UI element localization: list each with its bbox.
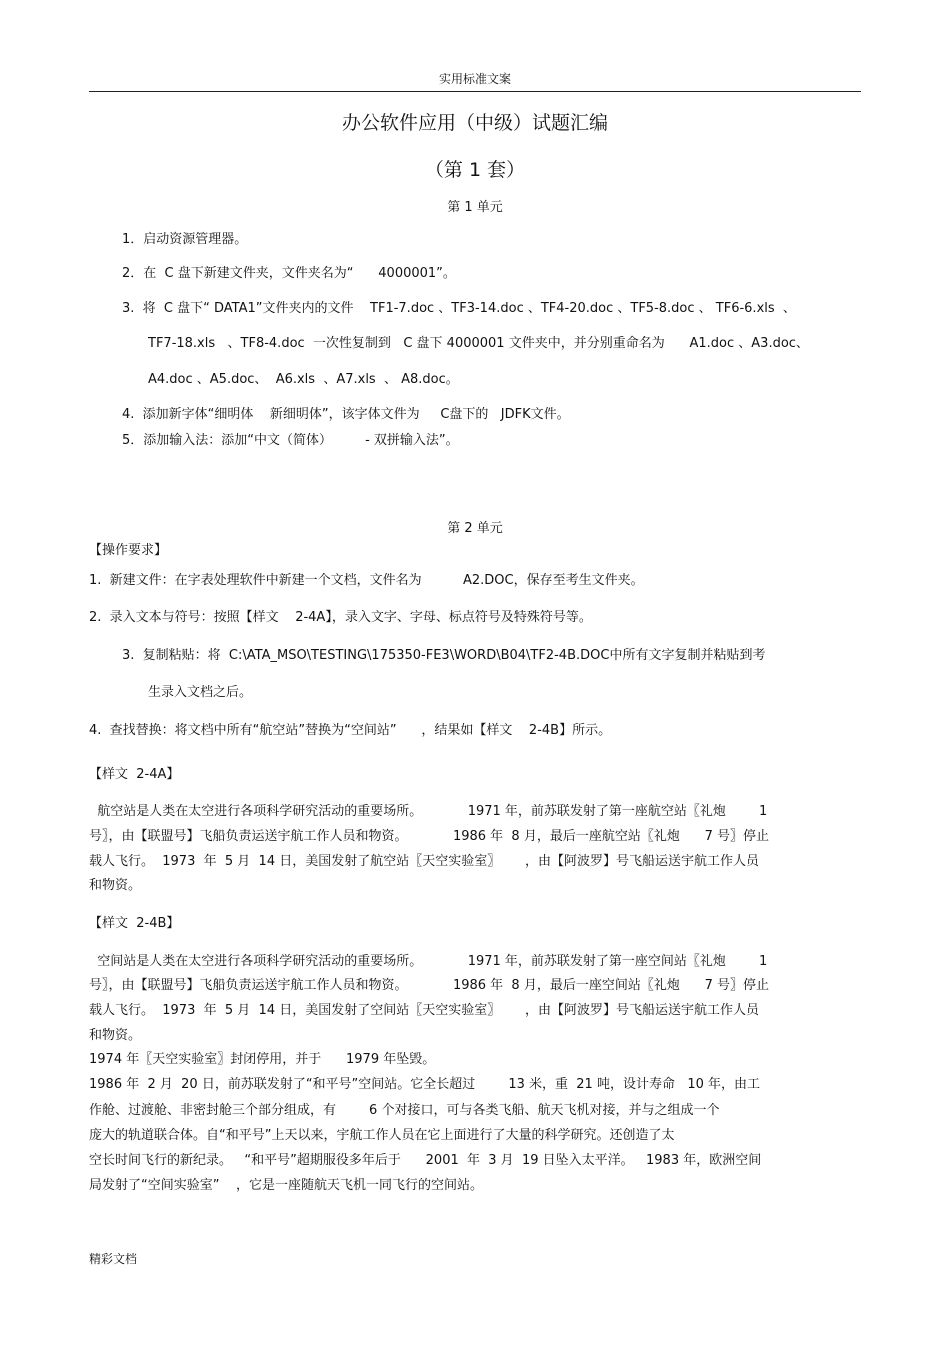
unit-1-item: TF7-18.xls 、TF8-4.doc 一次性复制到 C 盘下 4000001 文件夹中，并分别重命名为 A1.doc 、A3.doc、 (148, 336, 809, 351)
sample-b-line: 空长时间飞行的新纪录。 “和平号”超期服役多年后于 2001 年 3 月 19 日坠入太平洋。 1983 年，欧洲空间 (89, 1153, 762, 1168)
sample-b-line: 1974 年〖天空实验室〗封闭停用，并于 1979 年坠毁。 (89, 1052, 436, 1067)
unit-1-heading: 第 1 单元 (447, 200, 503, 215)
unit-1-item: 5．添加输入法：添加“中文（简体） - 双拼输入法”。 (122, 433, 459, 448)
document-subtitle: （第 1 套） (424, 159, 526, 181)
sample-b-label: 【样文 2-4B】 (89, 916, 180, 931)
page-footer: 精彩文档 (89, 1252, 138, 1266)
sample-a-line: 载人飞行。 1973 年 5 月 14 日，美国发射了航空站〖天空实验室〗 ，由【阿波罗】号飞船运送宇航工作人员 (89, 854, 760, 869)
sample-b-line: 1986 年 2 月 20 日，前苏联发射了“和平号”空间站。它全长超过 13 米，重 21 吨，设计寿命 10 年，由工 (89, 1077, 761, 1092)
sample-b-line: 作舱、过渡舱、非密封舱三个部分组成，有 6 个对接口，可与各类飞船、航天飞机对接，并与之组成一个 (89, 1103, 720, 1118)
unit-2-item: 1. 新建文件：在字表处理软件中新建一个文档，文件名为 A2.DOC，保存至考生文件夹。 (89, 573, 644, 588)
sample-b-line: 庞大的轨道联合体。自“和平号”上天以来，宇航工作人员在它上面进行了大量的科学研究。还创造了太 (89, 1128, 675, 1143)
sample-b-line: 局发射了“空间实验室” ，它是一座随航天飞机一同飞行的空间站。 (89, 1178, 483, 1193)
header-rule (89, 91, 861, 92)
sample-b-line: 和物资。 (89, 1028, 142, 1043)
unit-1-item: 2．在 C 盘下新建文件夹，文件夹名为“ 4000001”。 (122, 266, 456, 281)
requirements-label: 【操作要求】 (89, 543, 168, 558)
page-header: 实用标准文案 (438, 72, 511, 86)
unit-1-item: A4.doc 、A5.doc、 A6.xls 、A7.xls 、 A8.doc。 (148, 372, 459, 387)
sample-a-line: 号〗，由【联盟号】飞船负责运送宇航工作人员和物资。 1986 年 8 月，最后一座航空站〖礼炮 7 号〗停止 (89, 829, 770, 844)
unit-1-item: 1．启动资源管理器。 (122, 232, 248, 247)
sample-b-line: 载人飞行。 1973 年 5 月 14 日，美国发射了空间站〖天空实验室〗 ，由【阿波罗】号飞船运送宇航工作人员 (89, 1003, 760, 1018)
sample-b-line: 号〗，由【联盟号】飞船负责运送宇航工作人员和物资。 1986 年 8 月，最后一座空间站〖礼炮 7 号〗停止 (89, 978, 770, 993)
sample-a-line: 航空站是人类在太空进行各项科学研究活动的重要场所。 1971 年，前苏联发射了第一座航空站〖礼炮 1 (89, 804, 768, 819)
unit-2-item: 2. 录入文本与符号：按照【样文 2-4A】，录入文字、字母、标点符号及特殊符号等。 (89, 610, 592, 625)
sample-a-label: 【样文 2-4A】 (89, 767, 180, 782)
sample-a-line: 和物资。 (89, 878, 142, 893)
unit-1-item: 4. 添加新字体“细明体 新细明体”，该字体文件为 C盘下的 JDFK文件。 (122, 407, 570, 422)
unit-2-item: 生录入文档之后。 (148, 685, 253, 700)
unit-2-heading: 第 2 单元 (447, 521, 503, 536)
document-title: 办公软件应用（中级）试题汇编 (341, 112, 608, 134)
sample-b-line: 空间站是人类在太空进行各项科学研究活动的重要场所。 1971 年，前苏联发射了第一座空间站〖礼炮 1 (89, 954, 768, 969)
unit-1-item: 3. 将 C 盘下“ DATA1”文件夹内的文件 TF1-7.doc 、TF3-14.doc 、TF4-20.doc 、TF5-8.doc 、 TF6-6.xls 、 (122, 301, 796, 316)
unit-2-item: 4. 查找替换：将文档中所有“航空站”替换为“空间站” ，结果如【样文 2-4B】所示。 (89, 723, 612, 738)
unit-2-item: 3. 复制粘贴：将 C:\ATA_MSO\TESTING\175350-FE3\WORD\B04\TF2-4B.DOC中所有文字复制并粘贴到考 (122, 648, 766, 663)
